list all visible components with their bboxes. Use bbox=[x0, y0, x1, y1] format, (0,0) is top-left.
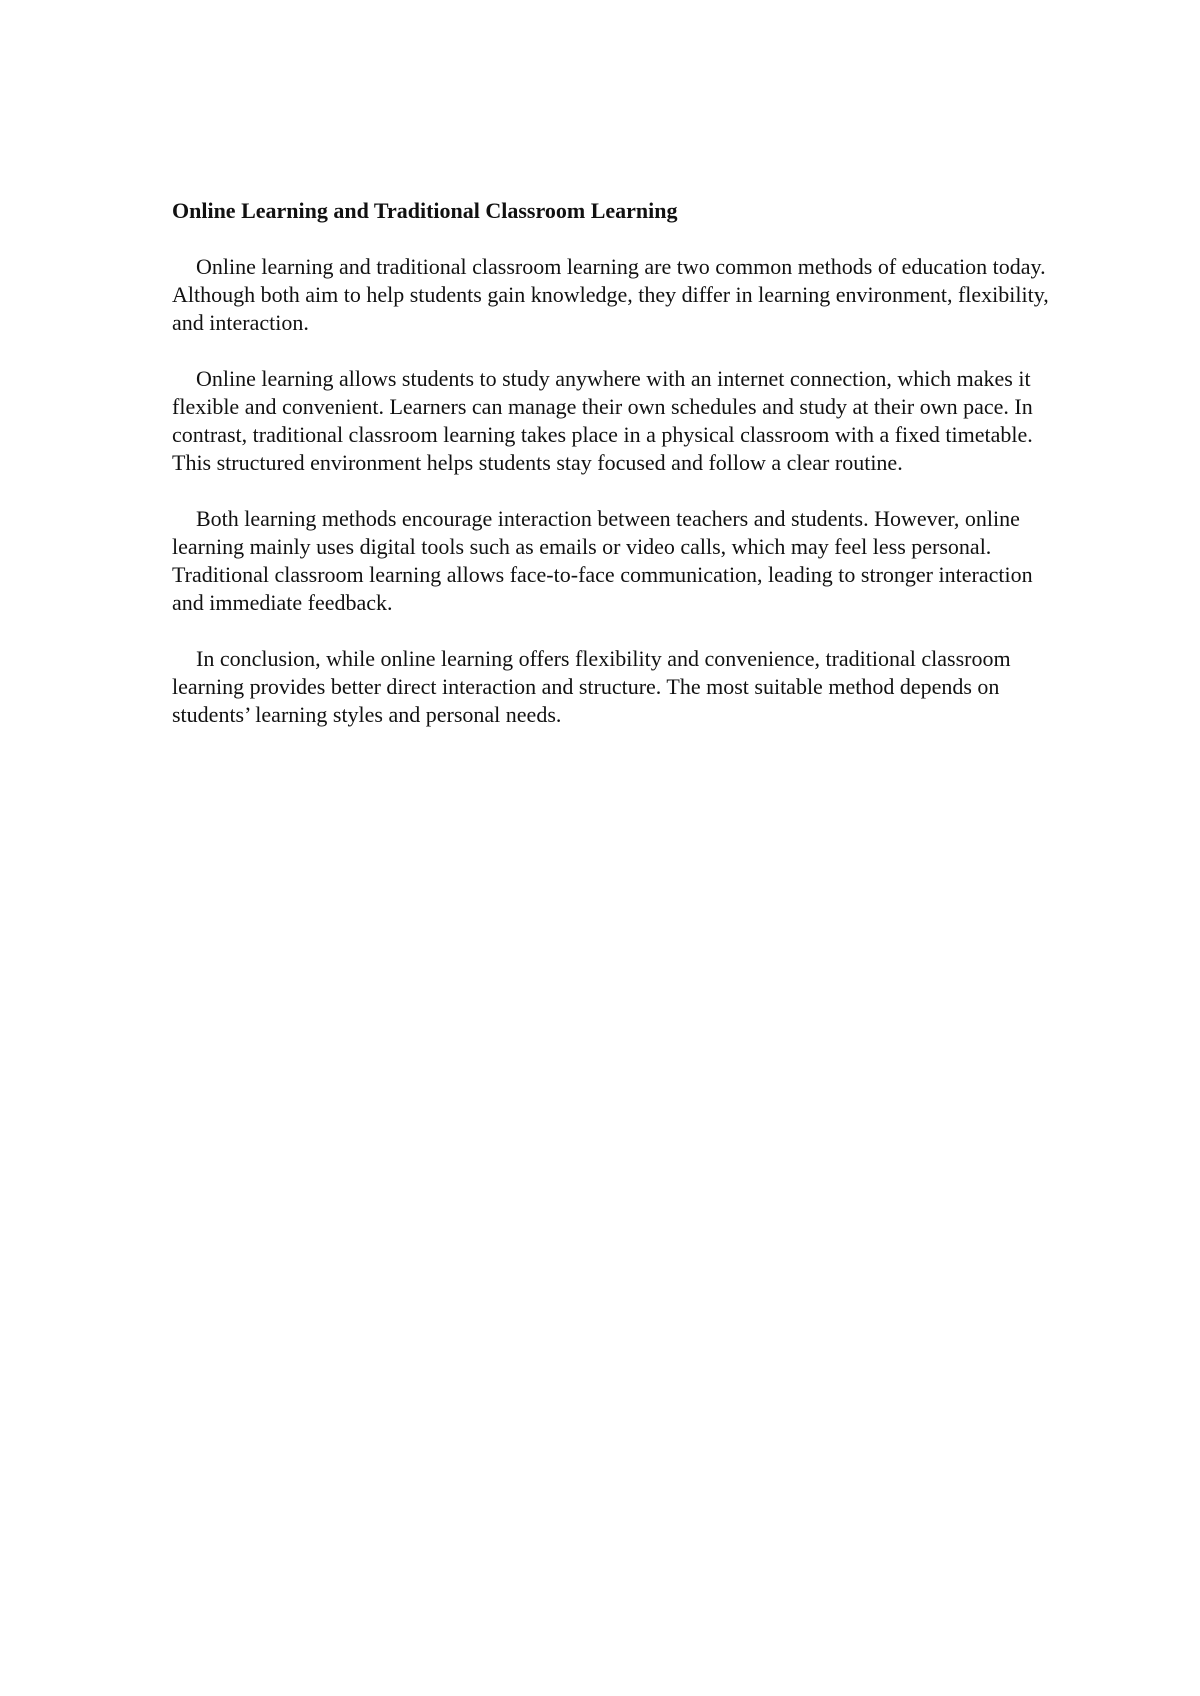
document-body bbox=[172, 197, 1052, 757]
document-title: Online Learning and Traditional Classroom Learning bbox=[172, 198, 678, 223]
paragraph-conclusion: In conclusion, while online learning offers flexibility and convenience, traditional classroom learning provides better direct interaction and structure. The most suitable method depends on students’ learning styles and personal needs. bbox=[172, 646, 1011, 727]
paragraph-interaction: Both learning methods encourage interaction between teachers and students. However, online learning mainly uses digital tools such as emails or video calls, which may feel less personal. Traditional classroom learning allows face-to-face communication, leading to stronger interaction and immediate feedback. bbox=[172, 506, 1033, 615]
paragraph-introduction: Online learning and traditional classroom learning are two common methods of education today. Although both aim to help students gain knowledge, they differ in learning environment, flexibility, and interaction. bbox=[172, 254, 1049, 335]
paragraph-flexibility: Online learning allows students to study anywhere with an internet connection, which makes it flexible and convenient. Learners can manage their own schedules and study at their own pace. In contrast, traditional classroom learning takes place in a physical classroom with a fixed timetable. This structured environment helps students stay focused and follow a clear routine. bbox=[172, 366, 1033, 475]
